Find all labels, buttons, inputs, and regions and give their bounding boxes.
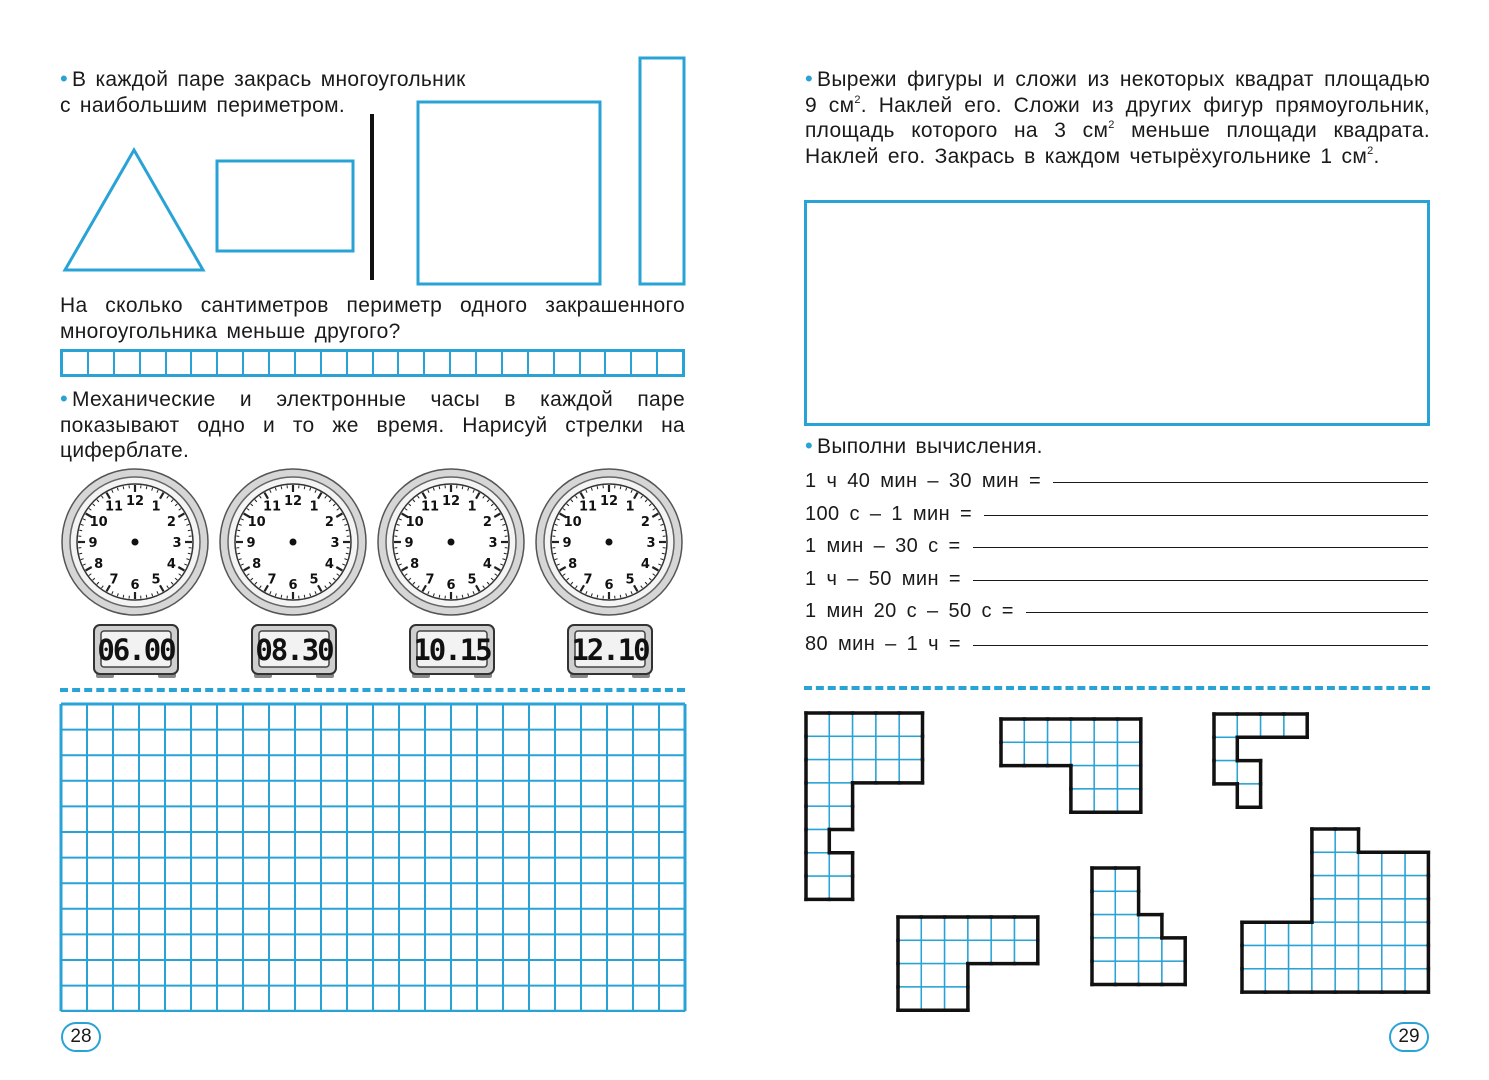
shape-cell [1162, 938, 1185, 961]
shape-cell [1312, 946, 1335, 969]
clock-number: 3 [488, 536, 498, 551]
cutout-shape[interactable] [1214, 714, 1307, 807]
shape-cell [1094, 719, 1117, 742]
shape-cell [876, 713, 899, 736]
shape-cell [806, 853, 829, 876]
shape-cell [1312, 876, 1335, 899]
shape-cell [899, 736, 922, 759]
shape-cell [876, 760, 899, 783]
shape-cell [968, 940, 991, 963]
shape-cell [1094, 766, 1117, 789]
clock-number: 3 [330, 536, 340, 551]
digital-time: 06.00 [97, 633, 175, 667]
clock-number: 8 [252, 557, 262, 572]
clock-tick [462, 595, 463, 598]
shape-cell [1071, 766, 1094, 789]
shape-cell [876, 736, 899, 759]
shape-cell [1092, 961, 1115, 984]
shape-cell [1118, 789, 1141, 812]
shape-cell [1024, 742, 1047, 765]
shape-cell [1139, 961, 1162, 984]
cutout-shape[interactable] [806, 713, 923, 899]
shape-cell [1242, 969, 1265, 992]
clock-tick [395, 530, 398, 531]
clock-tick [79, 553, 82, 554]
shape-cell [1214, 761, 1237, 784]
analog-clock[interactable] [378, 469, 524, 615]
clock-number: 5 [467, 572, 477, 588]
shape-cell [853, 713, 876, 736]
shape-cell [1115, 961, 1138, 984]
clock-number: 4 [640, 557, 650, 572]
calc-expression: 1 ч – 50 мин = [805, 567, 961, 590]
shape-cell [1015, 940, 1038, 963]
shape-cell [991, 940, 1014, 963]
task3-part1: Вырежи фигуры и сложи из некоторых квадрат площадью 9 см [805, 68, 1430, 117]
shape-cell [1359, 852, 1382, 875]
calc-list [805, 470, 1428, 665]
shape-cell [806, 760, 829, 783]
shape-cell [829, 876, 852, 899]
task4-title-row [805, 433, 1430, 460]
calc-expression: 80 мин – 1 ч = [805, 632, 961, 655]
shape-cell [853, 736, 876, 759]
task2-text [60, 386, 685, 464]
triangle-shape[interactable] [65, 150, 203, 270]
cutout-shape[interactable] [1001, 719, 1141, 812]
paste-box[interactable] [804, 200, 1430, 426]
shape-cell [1118, 719, 1141, 742]
clock-tick [79, 530, 82, 531]
task3-part2: . Наклей его. Сложи из других фигур прямоугольник, площадь которого на 3 см [805, 93, 1430, 142]
calc-row [805, 535, 1428, 568]
shape-cell [1289, 946, 1312, 969]
shape-cell [1359, 969, 1382, 992]
shape-cell [1289, 922, 1312, 945]
clock-number: 12 [283, 494, 303, 509]
clock-number: 12 [441, 494, 461, 509]
bullet-icon: • [60, 386, 69, 411]
clock-tick [188, 553, 191, 554]
shape-cell [829, 853, 852, 876]
clock-number: 6 [604, 578, 614, 593]
clock-tick [304, 486, 305, 489]
answer-line[interactable] [984, 515, 1428, 516]
clock-number: 4 [324, 557, 334, 572]
analog-clock[interactable] [62, 469, 208, 615]
clock-number: 10 [247, 515, 266, 530]
shape-cell [1359, 946, 1382, 969]
cutout-shapes [800, 705, 1435, 1017]
digital-clock-1 [93, 624, 181, 685]
clock-number: 8 [568, 557, 578, 572]
shape-cell [1405, 969, 1428, 992]
answer-cells-row[interactable] [60, 349, 685, 377]
cutout-shape[interactable] [898, 917, 1038, 1010]
shape-cell [806, 876, 829, 899]
shape-cell [806, 736, 829, 759]
digital-time: 12.10 [571, 633, 649, 667]
clock-number: 4 [166, 557, 176, 572]
shape-cell [1405, 922, 1428, 945]
clock-tick [662, 553, 665, 554]
shape-cell [1335, 829, 1358, 852]
shape-cell [1335, 969, 1358, 992]
cutout-shape[interactable] [1242, 829, 1428, 992]
shape-cell [1359, 922, 1382, 945]
clock-number: 11 [104, 499, 124, 515]
shape-cell [1312, 852, 1335, 875]
shape-cell [1115, 938, 1138, 961]
shape-cell [1071, 742, 1094, 765]
shape-cell [898, 964, 921, 987]
clock-number: 8 [410, 557, 420, 572]
clock-number: 5 [309, 572, 319, 588]
sup-2: 2 [854, 93, 861, 106]
sup-2: 2 [1367, 144, 1374, 157]
shape-cell [1405, 899, 1428, 922]
page-number-left: 28 [61, 1022, 101, 1052]
clock-number: 3 [172, 536, 182, 551]
clock-number: 1 [467, 499, 477, 515]
clock-tick [123, 486, 124, 489]
shape-cell [829, 783, 852, 806]
shape-cell [1115, 868, 1138, 891]
shape-cell [1214, 714, 1237, 737]
shape-cell [1335, 899, 1358, 922]
clock-number: 10 [405, 515, 424, 530]
shape-cell [1312, 829, 1335, 852]
clock-number: 11 [262, 499, 282, 515]
calc-row [805, 568, 1428, 601]
clock-number: 4 [482, 557, 492, 572]
sup-2: 2 [1108, 119, 1115, 131]
analog-clock[interactable] [220, 469, 366, 615]
digital-clock-2 [251, 624, 339, 685]
cutout-shape[interactable] [1092, 868, 1185, 985]
right-dashed-separator [804, 686, 1430, 690]
shape-cell [806, 806, 829, 829]
shape-cell [1289, 969, 1312, 992]
shape-cell [899, 713, 922, 736]
clock-number: 9 [404, 536, 414, 551]
clock-number: 11 [578, 499, 598, 515]
shape-cell [1001, 742, 1024, 765]
clock-tick [123, 595, 124, 598]
clock-number: 7 [109, 572, 119, 588]
calc-expression: 1 мин – 30 с = [805, 535, 961, 557]
clock-tick [146, 595, 147, 598]
left-dashed-separator [60, 688, 685, 692]
clock-tick [237, 530, 240, 531]
answer-line[interactable] [973, 547, 1428, 548]
analog-clock[interactable] [536, 469, 682, 615]
clock-number: 2 [166, 515, 176, 530]
shape-cell [921, 987, 944, 1010]
clock-number: 11 [420, 499, 440, 515]
shape-cell [1382, 899, 1405, 922]
clock-tick [504, 530, 507, 531]
shape-cell [829, 806, 852, 829]
clock-number: 6 [288, 578, 298, 593]
shape-cell [991, 917, 1014, 940]
shape-cell [1071, 719, 1094, 742]
shape-cell [829, 736, 852, 759]
shape-cell [1139, 938, 1162, 961]
shape-cell [1284, 714, 1307, 737]
rectangle-small-shape[interactable] [217, 161, 353, 251]
clock-number: 12 [125, 494, 145, 509]
shape-cell [1015, 917, 1038, 940]
clock-number: 1 [151, 499, 161, 515]
shape-cell [1382, 852, 1405, 875]
clock-tick [281, 595, 282, 598]
shape-cell [1359, 876, 1382, 899]
clock-tick [346, 553, 349, 554]
clock-number: 9 [246, 536, 256, 551]
clock-center [132, 539, 139, 546]
shape-cell [1139, 915, 1162, 938]
shape-cell [1335, 946, 1358, 969]
clock-number: 1 [309, 499, 319, 515]
digital-time: 08.30 [255, 633, 333, 667]
digital-time: 10.15 [413, 633, 491, 667]
shape-cell [1405, 946, 1428, 969]
clock-tick [146, 486, 147, 489]
shape-cell [1312, 969, 1335, 992]
shape-cell [945, 917, 968, 940]
clock-number: 2 [482, 515, 492, 530]
shape-cell [1071, 789, 1094, 812]
shape-cell [1335, 922, 1358, 945]
shape-cell [921, 917, 944, 940]
clock-tick [281, 486, 282, 489]
clock-tick [462, 486, 463, 489]
answer-line[interactable] [973, 645, 1428, 646]
drawing-grid[interactable] [59, 702, 687, 1012]
shape-cell [1094, 742, 1117, 765]
bullet-icon: • [60, 66, 69, 91]
task1-line1: В каждой паре закрась многоугольник [72, 68, 466, 91]
page-number-right: 29 [1389, 1022, 1429, 1052]
task1-line2: с наибольшим периметром. [60, 93, 345, 117]
square-shape[interactable] [418, 102, 600, 284]
shape-cell [1048, 719, 1071, 742]
shape-cell [1092, 938, 1115, 961]
shape-cell [898, 917, 921, 940]
calc-row [805, 503, 1428, 536]
shape-cell [1312, 922, 1335, 945]
shape-cell [806, 830, 829, 853]
clock-number: 6 [130, 578, 140, 593]
clock-number: 10 [89, 515, 108, 530]
shape-cell [1092, 915, 1115, 938]
shape-cell [1237, 714, 1260, 737]
shape-cell [1242, 946, 1265, 969]
shape-cell [853, 760, 876, 783]
shape-cell [1382, 946, 1405, 969]
shape-cell [829, 713, 852, 736]
shape-cell [1162, 961, 1185, 984]
clock-number: 6 [446, 578, 456, 593]
clock-number: 1 [625, 499, 635, 515]
clock-number: 5 [625, 572, 635, 588]
shape-cell [1094, 789, 1117, 812]
bullet-icon: • [805, 66, 814, 91]
answer-line[interactable] [1053, 482, 1428, 483]
clock-center [448, 539, 455, 546]
shape-cell [898, 987, 921, 1010]
task1-question: На сколько сантиметров периметр одного закрашенного многоугольника меньше другого? [60, 294, 685, 343]
clock-number: 7 [267, 572, 277, 588]
shape-cell [1115, 891, 1138, 914]
shape-cell [1092, 891, 1115, 914]
shape-cell [921, 940, 944, 963]
shape-cell [899, 760, 922, 783]
clock-number: 12 [599, 494, 619, 509]
polygons-figure [55, 50, 695, 295]
shape-cell [1265, 946, 1288, 969]
task3-part3: меньше площади квадрата. Наклей его. Закрась в каждом четырёхугольнике 1 см [805, 119, 1431, 168]
clock-number: 10 [563, 515, 582, 530]
task2-instructions: Механические и электронные часы в каждой паре показывают одно и то же время. Нарисуй стрелки на циферблате. [60, 388, 685, 462]
shape-cell [1359, 899, 1382, 922]
clock-tick [662, 530, 665, 531]
clock-tick [188, 530, 191, 531]
calc-expression: 100 с – 1 мин = [805, 502, 973, 525]
shape-cell [1001, 719, 1024, 742]
shape-cell [806, 713, 829, 736]
shape-cell [806, 783, 829, 806]
answer-line[interactable] [973, 580, 1428, 581]
clock-tick [237, 553, 240, 554]
clock-number: 3 [646, 536, 656, 551]
shape-cell [1118, 766, 1141, 789]
calc-row [805, 470, 1428, 503]
shape-cell [1382, 876, 1405, 899]
clock-tick [553, 553, 556, 554]
clock-number: 9 [88, 536, 98, 551]
clock-tick [597, 595, 598, 598]
shape-cell [968, 917, 991, 940]
shape-cell [1335, 852, 1358, 875]
shape-cell [1237, 761, 1260, 784]
shape-cell [1092, 868, 1115, 891]
shape-cell [945, 987, 968, 1010]
shape-cell [1237, 784, 1260, 807]
clock-tick [553, 530, 556, 531]
shape-cell [1405, 852, 1428, 875]
calc-row [805, 600, 1428, 633]
clock-number: 5 [151, 572, 161, 588]
shape-cell [1214, 737, 1237, 760]
clock-tick [304, 595, 305, 598]
task4-title: Выполни вычисления. [817, 435, 1043, 458]
clock-tick [439, 595, 440, 598]
shape-cell [1382, 922, 1405, 945]
calc-row [805, 633, 1428, 666]
shape-cell [1048, 742, 1071, 765]
clock-center [606, 539, 613, 546]
task3-text [805, 66, 1430, 169]
shape-cell [1265, 922, 1288, 945]
shape-cell [1024, 719, 1047, 742]
shape-cell [945, 964, 968, 987]
shape-cell [945, 940, 968, 963]
shape-cell [1382, 969, 1405, 992]
shape-cell [1335, 876, 1358, 899]
clock-number: 8 [94, 557, 104, 572]
clock-tick [597, 486, 598, 489]
rectangle-tall-shape[interactable] [640, 58, 684, 284]
digital-clock-4 [567, 624, 655, 685]
clock-tick [504, 553, 507, 554]
calc-expression: 1 ч 40 мин – 30 мин = [805, 470, 1042, 492]
clock-number: 2 [640, 515, 650, 530]
shape-cell [1118, 742, 1141, 765]
clock-center [290, 539, 297, 546]
bullet-icon: • [805, 433, 814, 458]
clock-number: 9 [562, 536, 572, 551]
shape-cell [1265, 969, 1288, 992]
clock-tick [620, 595, 621, 598]
shape-cell [1261, 714, 1284, 737]
clock-tick [346, 530, 349, 531]
clock-number: 7 [425, 572, 435, 588]
clock-tick [620, 486, 621, 489]
clock-tick [395, 553, 398, 554]
digital-clock-3 [409, 624, 497, 685]
shape-cell [1405, 876, 1428, 899]
calc-expression: 1 мин 20 с – 50 с = [805, 600, 1014, 622]
shape-cell [1312, 899, 1335, 922]
shape-cell [1115, 915, 1138, 938]
shape-cell [898, 940, 921, 963]
shape-cell [1242, 922, 1265, 945]
task3-part4: . [1373, 144, 1380, 168]
shape-cell [921, 964, 944, 987]
shape-cell [829, 760, 852, 783]
clock-number: 2 [324, 515, 334, 530]
clock-tick [439, 486, 440, 489]
clock-number: 7 [583, 572, 593, 588]
answer-line[interactable] [1026, 612, 1428, 613]
